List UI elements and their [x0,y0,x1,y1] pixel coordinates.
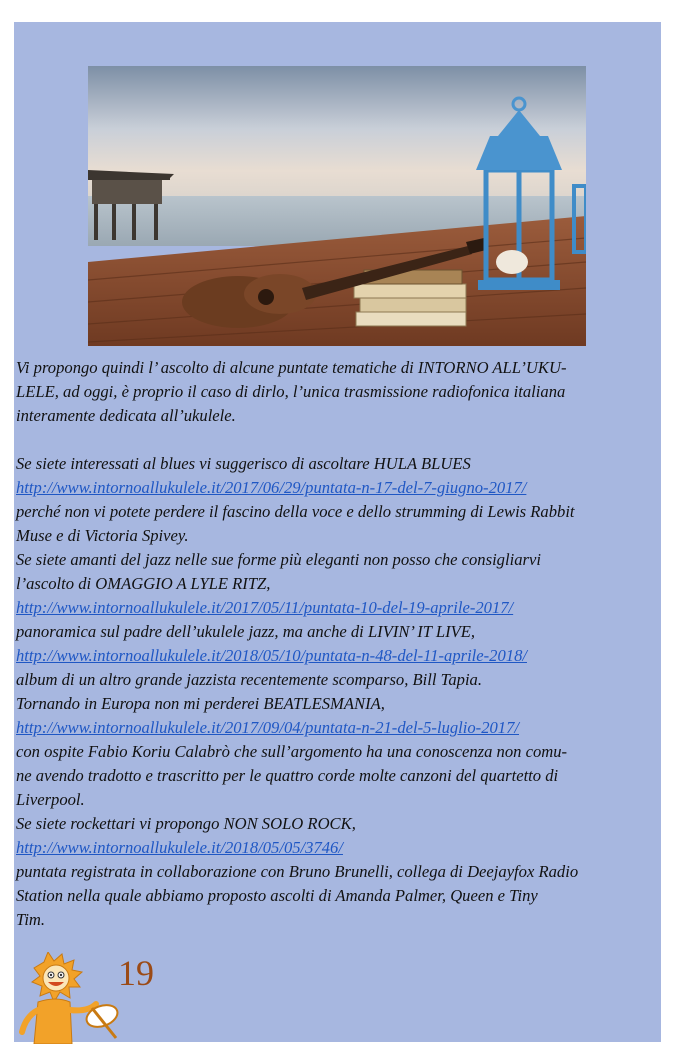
hula-blues-link[interactable]: http://www.intornoallukulele.it/2017/06/29/puntata-n-17-del-7-giugno-2017/ [16,478,527,497]
beatles-line-2: con ospite Fabio Koriu Calabrò che sull’argomento ha una conoscenza non comu- [16,742,568,761]
intro-line-2: LELE, ad oggi, è proprio il caso di dirlo, l’unica trasmissione radiofonica italiana [16,382,566,401]
ukulele-mascot-icon [14,952,124,1044]
intro-line-1: Vi propongo quindi l’ ascolto di alcune puntate tematiche di INTORNO ALL’UKU- [16,358,567,377]
rock-line-4: Tim. [16,910,46,929]
article-text [16,356,659,932]
ukulele-lantern-photo [88,66,586,346]
beatles-line-4: Liverpool. [16,790,85,809]
beatlesmania-link[interactable]: http://www.intornoallukulele.it/2017/09/04/puntata-n-21-del-5-luglio-2017/ [16,718,519,737]
jazz-line-4: album di un altro grande jazzista recentemente scomparso, Bill Tapia. [16,670,482,689]
paragraph-gap [16,428,659,452]
jazz-line-2: l’ascolto di OMAGGIO A LYLE RITZ, [16,574,271,593]
blues-line-3: Muse e di Victoria Spivey. [16,526,189,545]
jazz-line-1: Se siete amanti del jazz nelle sue forme più eleganti non posso che consigliarvi [16,550,541,569]
blues-line-2: perché non vi potete perdere il fascino della voce e dello strumming di Lewis Rabbit [16,502,575,521]
lyle-ritz-link[interactable]: http://www.intornoallukulele.it/2017/05/11/puntata-10-del-19-aprile-2017/ [16,598,514,617]
intro-line-3: interamente dedicata all’ukulele. [16,406,236,425]
non-solo-rock-link[interactable]: http://www.intornoallukulele.it/2018/05/05/3746/ [16,838,343,857]
blues-line-1: Se siete interessati al blues vi suggerisco di ascoltare HULA BLUES [16,454,471,473]
rock-line-2: puntata registrata in collaborazione con Bruno Brunelli, collega di Deejayfox Radio [16,862,579,881]
beatles-line-3: ne avendo tradotto e trascritto per le quattro corde molte canzoni del quartetto di [16,766,559,785]
rock-line-1: Se siete rockettari vi propongo NON SOLO ROCK, [16,814,356,833]
jazz-line-3: panoramica sul padre dell’ukulele jazz, ma anche di LIVIN’ IT LIVE, [16,622,476,641]
livin-it-live-link[interactable]: http://www.intornoallukulele.it/2018/05/10/puntata-n-48-del-11-aprile-2018/ [16,646,527,665]
page-number: 19 [118,953,154,993]
beatles-line-1: Tornando in Europa non mi perderei BEATLESMANIA, [16,694,385,713]
page-panel [14,22,661,1042]
rock-line-3: Station nella quale abbiamo proposto ascolti di Amanda Palmer, Queen e Tiny [16,886,538,905]
